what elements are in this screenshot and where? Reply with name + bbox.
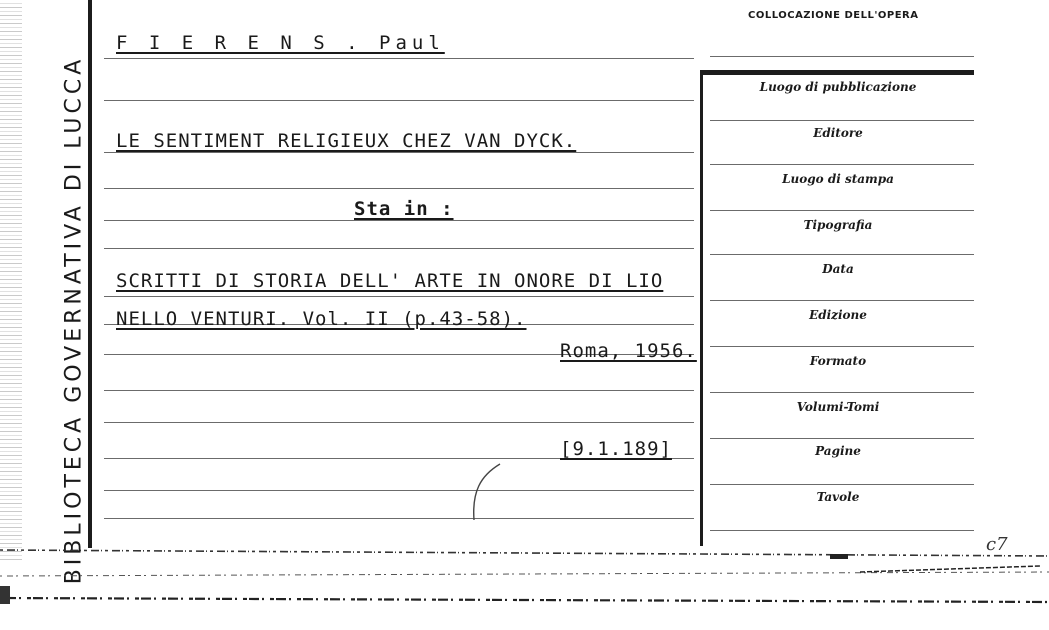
library-name: BIBLIOTECA GOVERNATIVA DI LUCCA — [61, 55, 87, 585]
field-line — [710, 392, 974, 393]
ruled-line — [104, 518, 694, 519]
ruled-line — [104, 58, 694, 59]
field-tipografia: Tipografia — [803, 218, 873, 232]
scan-edge — [0, 0, 22, 560]
field-luogo-stampa: Luogo di stampa — [782, 172, 894, 186]
field-line — [710, 300, 974, 301]
ruled-line — [104, 296, 694, 297]
ruled-line — [104, 188, 694, 189]
field-line — [710, 530, 974, 531]
field-line — [710, 254, 974, 255]
field-line — [710, 346, 974, 347]
ruled-line — [104, 248, 694, 249]
field-luogo-pubblicazione: Luogo di pubblicazione — [759, 80, 917, 94]
ruled-line — [104, 390, 694, 391]
ruled-line — [104, 490, 694, 491]
author: F I E R E N S . Paul — [116, 32, 445, 54]
field-edizione: Edizione — [809, 308, 867, 322]
right-column-top-rule — [702, 70, 974, 75]
field-line — [710, 164, 974, 165]
shelf-code: [9.1.189] — [560, 438, 672, 460]
ruled-line — [104, 100, 694, 101]
source-line-2: NELLO VENTURI. Vol. II (p.43-58). — [116, 308, 527, 330]
collocation-line — [710, 56, 974, 57]
field-line — [710, 120, 974, 121]
sta-in: Sta in : — [354, 198, 454, 220]
field-volumi-tomi: Volumi-Tomi — [796, 400, 880, 414]
source-line-1: SCRITTI DI STORIA DELL' ARTE IN ONORE DI LIO — [116, 270, 664, 292]
field-tavole: Tavole — [816, 490, 860, 504]
left-margin-rule — [88, 0, 92, 548]
field-line — [710, 484, 974, 485]
scan-bottom-edge — [0, 546, 1049, 616]
ruled-line — [104, 220, 694, 221]
field-line — [710, 438, 974, 439]
place-year: Roma, 1956. — [560, 340, 697, 362]
field-editore: Editore — [813, 126, 863, 140]
field-line — [710, 210, 974, 211]
handwritten-mark: c7 — [986, 534, 1008, 555]
ruled-line — [104, 422, 694, 423]
pencil-bracket — [466, 462, 506, 524]
work-title: LE SENTIMENT RELIGIEUX CHEZ VAN DYCK. — [116, 130, 577, 152]
collocation-header: COLLOCAZIONE DELL'OPERA — [748, 10, 919, 21]
field-pagine: Pagine — [815, 444, 861, 458]
ruled-line — [104, 152, 694, 153]
field-formato: Formato — [809, 354, 867, 368]
field-data: Data — [822, 262, 854, 276]
